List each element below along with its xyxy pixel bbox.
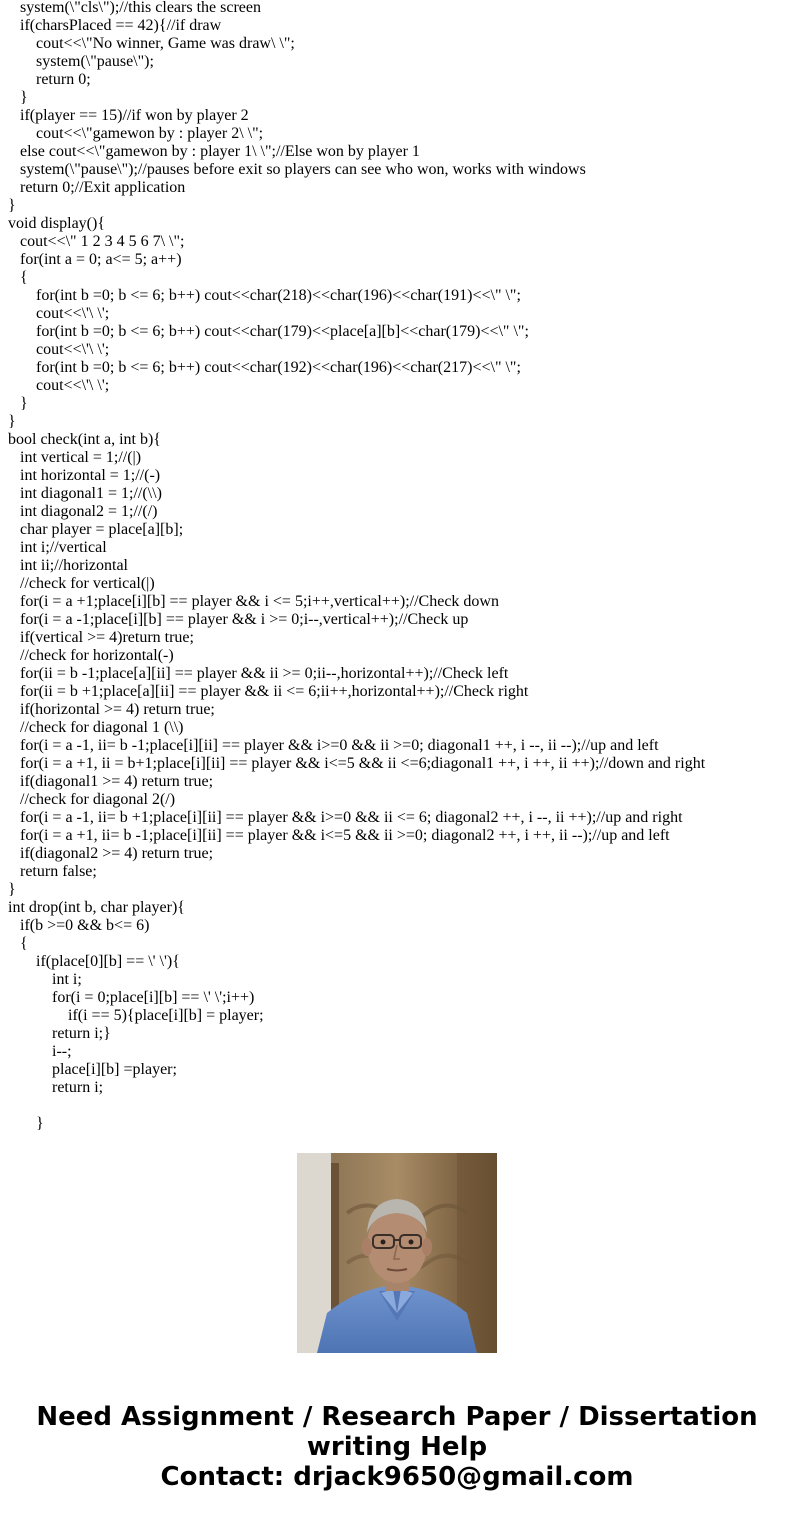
- code-listing: [8, 0, 788, 1132]
- code-line: //check for vertical(|): [8, 575, 155, 592]
- code-line: if(horizontal >= 4) return true;: [8, 701, 215, 718]
- code-line: i--;: [8, 1043, 72, 1060]
- promo-line-2: writing Help: [306, 1432, 488, 1462]
- code-line: }: [8, 197, 16, 214]
- code-line: if(place[0][b] == \' \'){: [8, 953, 180, 970]
- code-line: system(\"cls\");//this clears the screen: [8, 0, 261, 16]
- code-line: int i;: [8, 971, 82, 988]
- code-line: return false;: [8, 863, 97, 880]
- code-line: for(i = 0;place[i][b] == \' \';i++): [8, 989, 255, 1006]
- code-line: cout<<\'\ \';: [8, 377, 110, 394]
- code-line: bool check(int a, int b){: [8, 431, 161, 448]
- code-line: int drop(int b, char player){: [8, 899, 185, 916]
- code-line: if(diagonal2 >= 4) return true;: [8, 845, 214, 862]
- code-line: cout<<\'\ \';: [8, 305, 110, 322]
- code-line: int diagonal2 = 1;//(/): [8, 503, 158, 520]
- code-line: for(ii = b -1;place[a][ii] == player && ii >= 0;ii--,horizontal++);//Check left: [8, 665, 509, 682]
- code-line: system(\"pause\");//pauses before exit so players can see who won, works with windows: [8, 161, 586, 178]
- promo-line-3: Contact: drjack9650@gmail.com: [160, 1462, 634, 1492]
- code-line: place[i][b] =player;: [8, 1061, 177, 1078]
- code-line: if(player == 15)//if won by player 2: [8, 107, 249, 124]
- code-line: for(i = a +1, ii= b -1;place[i][ii] == player && i<=5 && ii >=0; diagonal2 ++, i ++, ii --);//up and left: [8, 827, 670, 844]
- code-line: cout<<\'\ \';: [8, 341, 110, 358]
- code-line: return 0;: [8, 71, 91, 88]
- code-line: {: [8, 269, 28, 286]
- code-line: if(vertical >= 4)return true;: [8, 629, 194, 646]
- code-line: for(i = a -1;place[i][b] == player && i >= 0;i--,vertical++);//Check up: [8, 611, 469, 628]
- code-line: //check for horizontal(-): [8, 647, 174, 664]
- code-line: cout<<\"gamewon by : player 2\ \";: [8, 125, 264, 142]
- code-line: int i;//vertical: [8, 539, 107, 556]
- promo-banner: [0, 1402, 794, 1492]
- code-line: [8, 1097, 788, 1115]
- code-line: for(int b =0; b <= 6; b++) cout<<char(218)<<char(196)<<char(191)<<\" \";: [8, 287, 521, 304]
- code-line: for(i = a -1, ii= b -1;place[i][ii] == player && i>=0 && ii >=0; diagonal1 ++, i --, ii --);//up and left: [8, 737, 659, 754]
- code-line: for(i = a -1, ii= b +1;place[i][ii] == player && i>=0 && ii <= 6; diagonal2 ++, i --, ii ++);//up and right: [8, 809, 683, 826]
- code-line: else cout<<\"gamewon by : player 1\ \";//Else won by player 1: [8, 143, 420, 160]
- author-photo: [297, 1153, 497, 1353]
- code-line: system(\"pause\");: [8, 53, 154, 70]
- code-line: for(int b =0; b <= 6; b++) cout<<char(192)<<char(196)<<char(217)<<\" \";: [8, 359, 521, 376]
- code-line: for(i = a +1, ii = b+1;place[i][ii] == player && i<=5 && ii <=6;diagonal1 ++, i ++, ii ++);//down and right: [8, 755, 706, 772]
- code-line: for(int b =0; b <= 6; b++) cout<<char(179)<<place[a][b]<<char(179)<<\" \";: [8, 323, 529, 340]
- code-line: }: [8, 395, 28, 412]
- code-line: int diagonal1 = 1;//(\\): [8, 485, 162, 502]
- code-line: return i;: [8, 1079, 104, 1096]
- code-line: int horizontal = 1;//(-): [8, 467, 161, 484]
- code-line: for(int a = 0; a<= 5; a++): [8, 251, 182, 268]
- code-line: return 0;//Exit application: [8, 179, 186, 196]
- code-line: //check for diagonal 2(/): [8, 791, 176, 808]
- code-line: //check for diagonal 1 (\\): [8, 719, 184, 736]
- code-line: cout<<\"No winner, Game was draw\ \";: [8, 35, 295, 52]
- code-line: }: [8, 1115, 44, 1132]
- code-line: int vertical = 1;//(|): [8, 449, 142, 466]
- code-line: {: [8, 935, 28, 952]
- code-line: if(charsPlaced == 42){//if draw: [8, 17, 222, 34]
- code-line: if(diagonal1 >= 4) return true;: [8, 773, 214, 790]
- code-line: char player = place[a][b];: [8, 521, 184, 538]
- code-line: }: [8, 89, 28, 106]
- portrait-image: [297, 1153, 497, 1353]
- code-line: if(i == 5){place[i][b] = player;: [8, 1007, 264, 1024]
- code-line: for(i = a +1;place[i][b] == player && i <= 5;i++,vertical++);//Check down: [8, 593, 499, 610]
- code-line: if(b >=0 && b<= 6): [8, 917, 150, 934]
- promo-line-1: Need Assignment / Research Paper / Dissertation: [36, 1402, 758, 1432]
- code-line: }: [8, 881, 16, 898]
- code-line: }: [8, 413, 16, 430]
- code-line: return i;}: [8, 1025, 111, 1042]
- code-line: int ii;//horizontal: [8, 557, 128, 574]
- code-line: void display(){: [8, 215, 105, 232]
- code-line: cout<<\" 1 2 3 4 5 6 7\ \";: [8, 233, 185, 250]
- code-line: for(ii = b +1;place[a][ii] == player && ii <= 6;ii++,horizontal++);//Check right: [8, 683, 529, 700]
